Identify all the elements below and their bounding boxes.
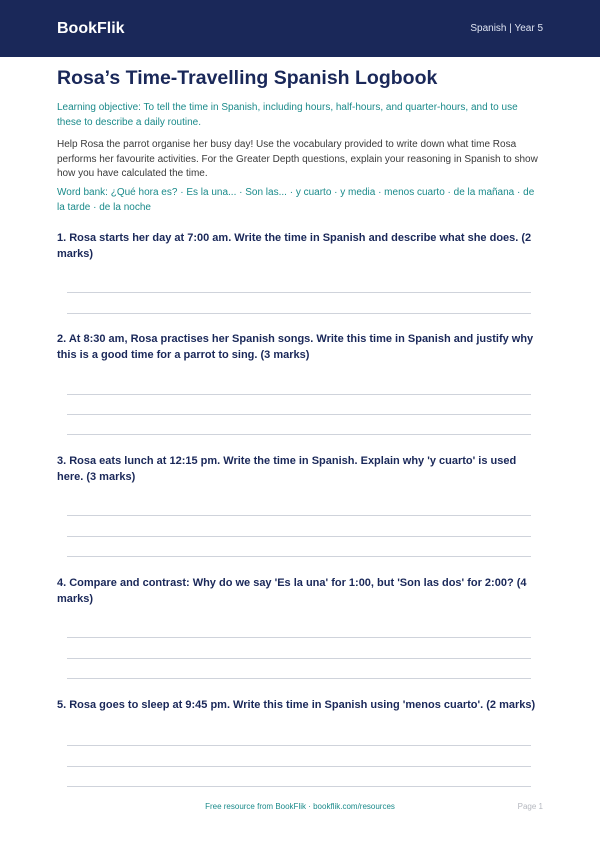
intro-text: Help Rosa the parrot organise her busy day! Use the vocabulary provided to write down what time Rosa performs her favourite activities. For the Greater Depth questions, explain your reasoning in Spanish to show how you have calculated the time. [57, 139, 538, 179]
answer-line[interactable] [67, 313, 531, 314]
word-bank: Word bank: ¿Qué hora es? · Es la una... · Son las... · y cuarto · y media · menos cuarto · de la mañana · de la tarde · de la noche [57, 187, 535, 213]
answer-line[interactable] [67, 556, 531, 557]
brand-logo-text: BookFlik [57, 19, 125, 37]
subject-year-label: Spanish | Year 5 [470, 23, 543, 34]
page-footer [0, 800, 600, 814]
answer-line[interactable] [67, 658, 531, 659]
answer-line[interactable] [67, 434, 531, 435]
question-2: 2. At 8:30 am, Rosa practises her Spanish songs. Write this time in Spanish and justify why this is a good time for a parrot to sing. (3 marks) [57, 333, 534, 361]
answer-line[interactable] [67, 292, 531, 293]
question-3: 3. Rosa eats lunch at 12:15 pm. Write the time in Spanish. Explain why 'y cuarto' is used here. (3 marks) [57, 455, 517, 483]
answer-line[interactable] [67, 536, 531, 537]
answer-line[interactable] [67, 678, 531, 679]
page-header [0, 0, 600, 57]
answer-line[interactable] [67, 745, 531, 746]
answer-line[interactable] [67, 394, 531, 395]
answer-line[interactable] [67, 766, 531, 767]
answer-line[interactable] [67, 414, 531, 415]
question-4: 4. Compare and contrast: Why do we say 'Es la una' for 1:00, but 'Son las dos' for 2:00? (4 marks) [57, 577, 527, 605]
learning-objective: Learning objective: To tell the time in Spanish, including hours, half-hours, and quarter-hours, and to use these to describe a daily routine. [57, 102, 518, 128]
page-number: Page 1 [517, 802, 543, 811]
answer-line[interactable] [67, 637, 531, 638]
answer-line[interactable] [67, 786, 531, 787]
footer-link[interactable]: Free resource from BookFlik · bookflik.com/resources [205, 802, 395, 811]
question-1: 1. Rosa starts her day at 7:00 am. Write the time in Spanish and describe what she does. (2 marks) [57, 232, 532, 260]
page-title: Rosa’s Time-Travelling Spanish Logbook [57, 67, 438, 89]
answer-line[interactable] [67, 515, 531, 516]
question-5: 5. Rosa goes to sleep at 9:45 pm. Write this time in Spanish using 'menos cuarto'. (2 marks) [57, 699, 536, 711]
